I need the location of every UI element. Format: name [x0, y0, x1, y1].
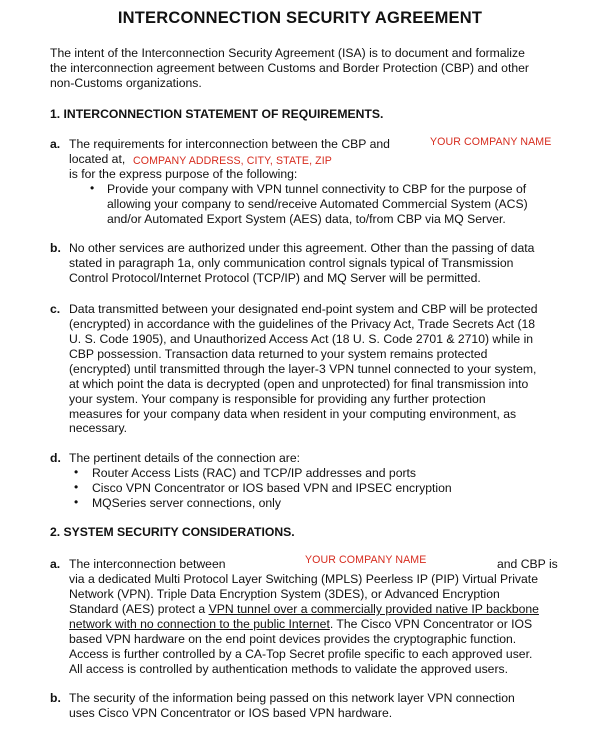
paragraph-line — [69, 602, 539, 617]
paragraph-line: measures for your company data when resident in your computing environment, as — [69, 407, 517, 421]
paragraph-line: No other services are authorized under this agreement. Other than the passing of data — [69, 241, 535, 255]
paragraph-line: U. S. Code 1905), and Unauthorized Access Act (18 U. S. Code 2701 & 2710) while in — [69, 332, 534, 346]
text-run: Standard (AES) protect a — [69, 602, 209, 616]
bullet-line: Cisco VPN Concentrator or IOS based VPN and IPSEC encryption — [92, 481, 452, 495]
underlined-text: VPN tunnel over a commercially provided native IP backbone — [208, 602, 539, 616]
text-run: . The Cisco VPN Concentrator or IOS — [329, 617, 533, 631]
bullet-dot: • — [74, 480, 79, 494]
intro-line: The intent of the Interconnection Security Agreement (ISA) is to document and formalize — [50, 46, 525, 60]
company-name-field[interactable]: YOUR COMPANY NAME — [305, 554, 427, 566]
paragraph-line: Control Protocol/Internet Protocol (TCP/IP) and MQ Server will be permitted. — [69, 271, 481, 285]
underlined-text: network with no connection to the public Internet — [69, 617, 330, 631]
paragraph-line: Access is further controlled by a CA-Top Secret profile specific to each approved user. — [69, 647, 533, 661]
section-2-heading: 2. SYSTEM SECURITY CONSIDERATIONS. — [50, 525, 295, 539]
bullet-line: MQSeries server connections, only — [92, 496, 281, 510]
bullet-line: and/or Automated Export System (AES) data, to/from CBP via MQ Server. — [107, 212, 506, 226]
item-marker: b. — [50, 241, 61, 255]
paragraph-line: Data transmitted between your designated end-point system and CBP will be protected — [69, 302, 538, 316]
item-marker: b. — [50, 691, 61, 705]
paragraph-line: uses Cisco VPN Concentrator or IOS based VPN hardware. — [69, 706, 393, 720]
paragraph-line: necessary. — [69, 421, 128, 435]
bullet-line: Router Access Lists (RAC) and TCP/IP addresses and ports — [92, 466, 417, 480]
bullet-dot: • — [74, 495, 79, 509]
section-1-heading: 1. INTERCONNECTION STATEMENT OF REQUIREMENTS. — [50, 107, 384, 121]
paragraph-line: CBP possession. Transaction data returned to your system remains protected — [69, 347, 488, 361]
intro-line: the interconnection agreement between Customs and Border Protection (CBP) and other — [50, 61, 529, 75]
paragraph-line: located at, — [69, 152, 126, 166]
paragraph-line: (encrypted) in accordance with the guidelines of the Privacy Act, Trade Secrets Act (18 — [69, 317, 536, 331]
paragraph-line: The interconnection between — [69, 557, 226, 571]
paragraph-line: stated in paragraph 1a, only communication control signals typical of Transmission — [69, 256, 514, 270]
company-address-field[interactable]: COMPANY ADDRESS, CITY, STATE, ZIP — [133, 155, 332, 167]
paragraph-line: Network (VPN). Triple Data Encryption System (3DES), or Advanced Encryption — [69, 587, 500, 601]
paragraph-line: based VPN hardware on the end point devices provides the cryptographic function. — [69, 632, 517, 646]
item-marker: d. — [50, 451, 61, 465]
paragraph-line: your system. Your company is responsible for providing any further protection — [69, 392, 486, 406]
company-name-field[interactable]: YOUR COMPANY NAME — [430, 136, 552, 148]
intro-line: non-Customs organizations. — [50, 76, 202, 90]
paragraph-line — [69, 617, 532, 632]
paragraph-line: The requirements for interconnection between the CBP and — [69, 137, 390, 151]
paragraph-line: via a dedicated Multi Protocol Layer Switching (MPLS) Peerless IP (PIP) Virtual Private — [69, 572, 538, 586]
paragraph-line: The pertinent details of the connection are: — [69, 451, 301, 465]
item-marker: a. — [50, 137, 61, 151]
document-title: INTERCONNECTION SECURITY AGREEMENT — [117, 9, 483, 27]
bullet-dot: • — [90, 181, 95, 195]
paragraph-line: and CBP is — [497, 557, 558, 571]
paragraph-line: is for the express purpose of the following: — [69, 167, 298, 181]
bullet-line: Provide your company with VPN tunnel connectivity to CBP for the purpose of — [107, 182, 527, 196]
paragraph-line: The security of the information being passed on this network layer VPN connection — [69, 691, 515, 705]
bullet-line: allowing your company to send/receive Automated Commercial System (ACS) — [107, 197, 528, 211]
paragraph-line: at which point the data is decrypted (open and unprotected) for final transmission into — [69, 377, 529, 391]
item-marker: a. — [50, 557, 61, 571]
bullet-dot: • — [74, 465, 79, 479]
paragraph-line: All access is controlled by authentication methods to validate the approved users. — [69, 662, 508, 676]
paragraph-line: (encrypted) until transmitted through the layer-3 VPN tunnel connected to your system, — [69, 362, 537, 376]
item-marker: c. — [50, 302, 61, 316]
